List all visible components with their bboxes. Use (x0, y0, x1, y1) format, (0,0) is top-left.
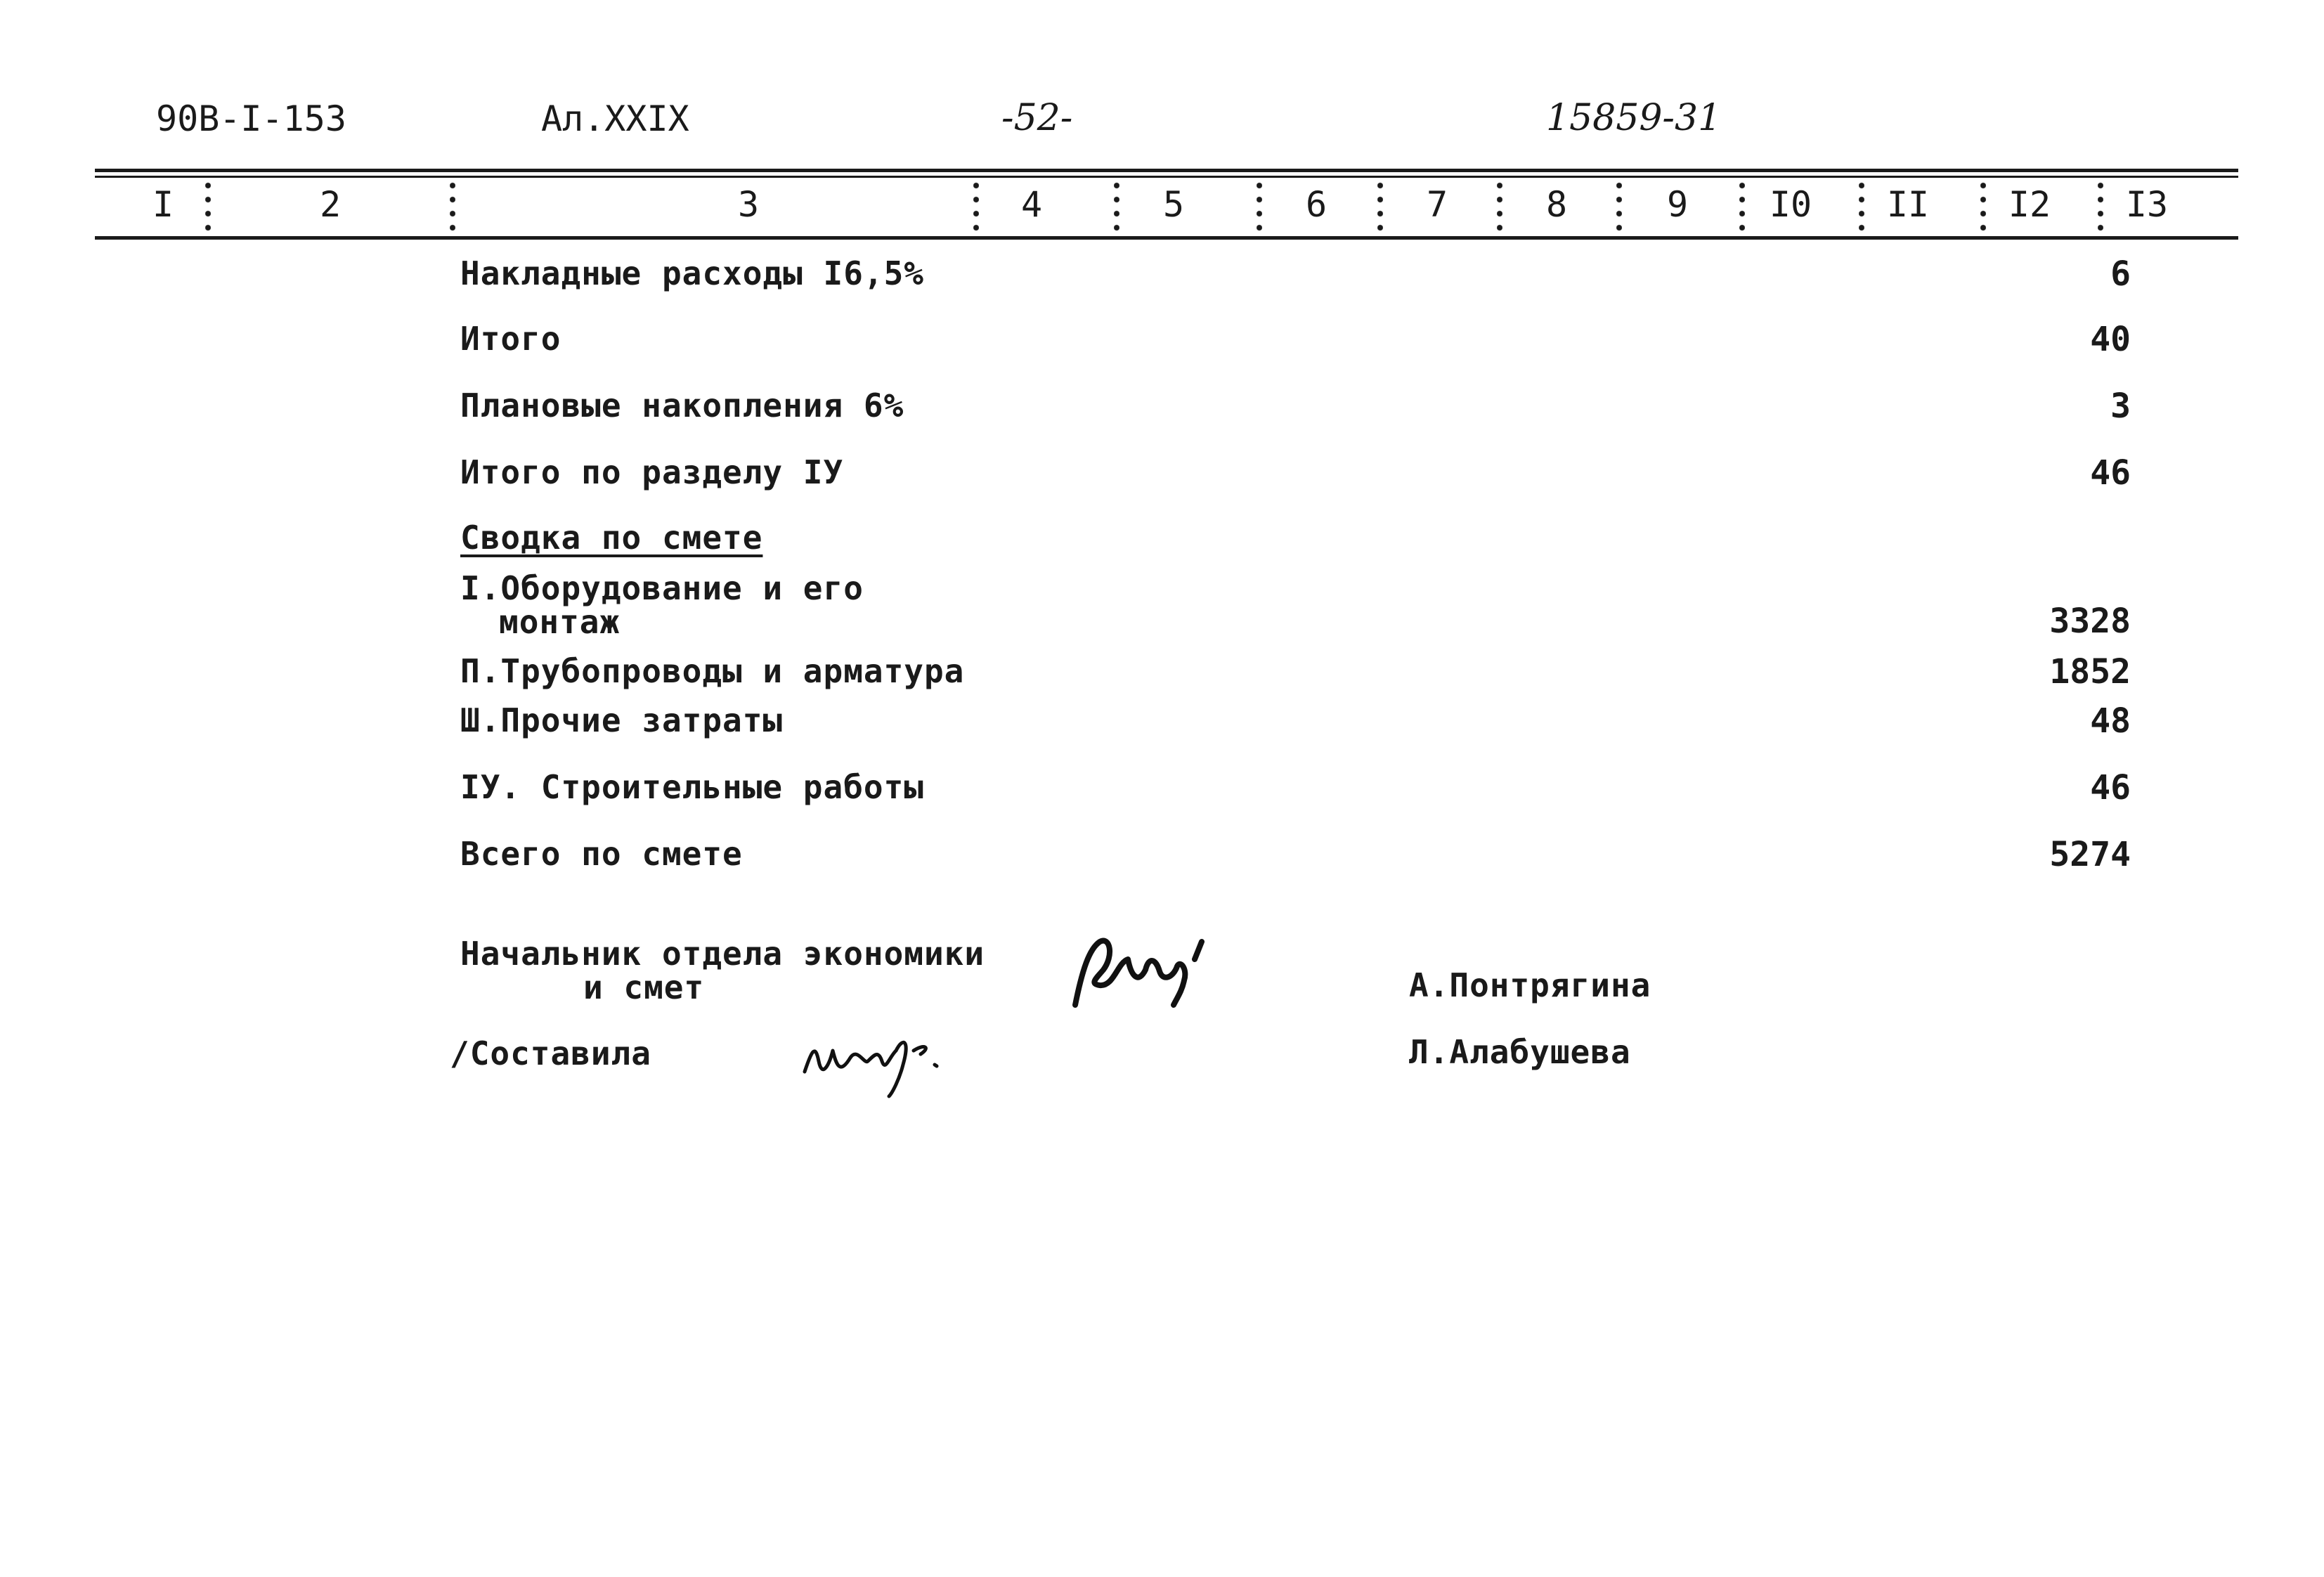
row-label-subtotal: Итого (460, 320, 561, 358)
column-number: II (1886, 184, 1930, 225)
head-signature (1061, 928, 1244, 1022)
column-number: 2 (319, 184, 342, 225)
row-value-subtotal: 40 (2090, 320, 2131, 359)
summary-label-grand-total: Всего по смете (460, 835, 743, 873)
column-number: 9 (1666, 184, 1689, 225)
column-number: I3 (2125, 184, 2169, 225)
summary-title: Сводка по смете (460, 519, 763, 557)
summary-label-construction: IУ. Строительные работы (460, 768, 924, 806)
head-name: А.Понтрягина (1409, 966, 1651, 1004)
summary-value-equipment: 3328 (2049, 602, 2131, 641)
column-separator (1497, 179, 1502, 235)
row-value-planned-savings: 3 (2110, 387, 2131, 426)
row-value-overhead: 6 (2110, 254, 2131, 294)
summary-value-other-costs: 48 (2090, 701, 2131, 741)
summary-value-grand-total: 5274 (2049, 835, 2131, 874)
page-number: -52- (1001, 97, 1073, 139)
album-number: Ал.XXIX (541, 98, 689, 139)
column-number: 3 (737, 184, 760, 225)
document-code: 90В-I-153 (156, 98, 346, 139)
summary-label-equipment: I.Оборудование и его (460, 569, 864, 607)
column-separator (1980, 179, 1986, 235)
row-label-section-total: Итого по разделу IУ (460, 453, 844, 491)
column-number: I (152, 184, 174, 225)
compiler-signature (798, 1023, 966, 1103)
column-separator (2098, 179, 2103, 235)
column-number: 7 (1426, 184, 1448, 225)
header-top-rule (95, 169, 2238, 172)
compiler-title: /Составила (450, 1034, 651, 1072)
column-number: 5 (1162, 184, 1185, 225)
row-label-planned-savings: Плановые накопления 6% (460, 387, 904, 424)
column-number: 8 (1545, 184, 1568, 225)
column-separator (450, 179, 455, 235)
header-top-rule-thin (95, 176, 2238, 178)
head-of-department-title: Начальник отдела экономики (460, 935, 985, 973)
column-separator (1859, 179, 1864, 235)
summary-value-construction: 46 (2090, 768, 2131, 807)
header-bottom-rule (95, 236, 2238, 240)
column-separator (205, 179, 211, 235)
column-number: I0 (1769, 184, 1812, 225)
compiler-name: Л.Алабушева (1409, 1033, 1631, 1071)
head-of-department-title-cont: и смет (583, 968, 705, 1006)
inventory-number: 15859-31 (1546, 97, 1722, 139)
summary-label-pipelines: П.Трубопроводы и арматура (460, 652, 965, 690)
column-separator (973, 179, 979, 235)
column-separator (1616, 179, 1622, 235)
row-value-section-total: 46 (2090, 453, 2131, 493)
column-number: I2 (2008, 184, 2051, 225)
row-label-overhead: Накладные расходы I6,5% (460, 254, 924, 292)
column-number: 6 (1305, 184, 1327, 225)
summary-label-other-costs: Ш.Прочие затраты (460, 701, 784, 739)
column-separator (1377, 179, 1383, 235)
summary-label-equipment-cont: монтаж (499, 603, 621, 641)
column-separator (1739, 179, 1745, 235)
column-number: 4 (1020, 184, 1043, 225)
column-separator (1257, 179, 1262, 235)
column-separator (1114, 179, 1119, 235)
summary-value-pipelines: 1852 (2049, 652, 2131, 692)
